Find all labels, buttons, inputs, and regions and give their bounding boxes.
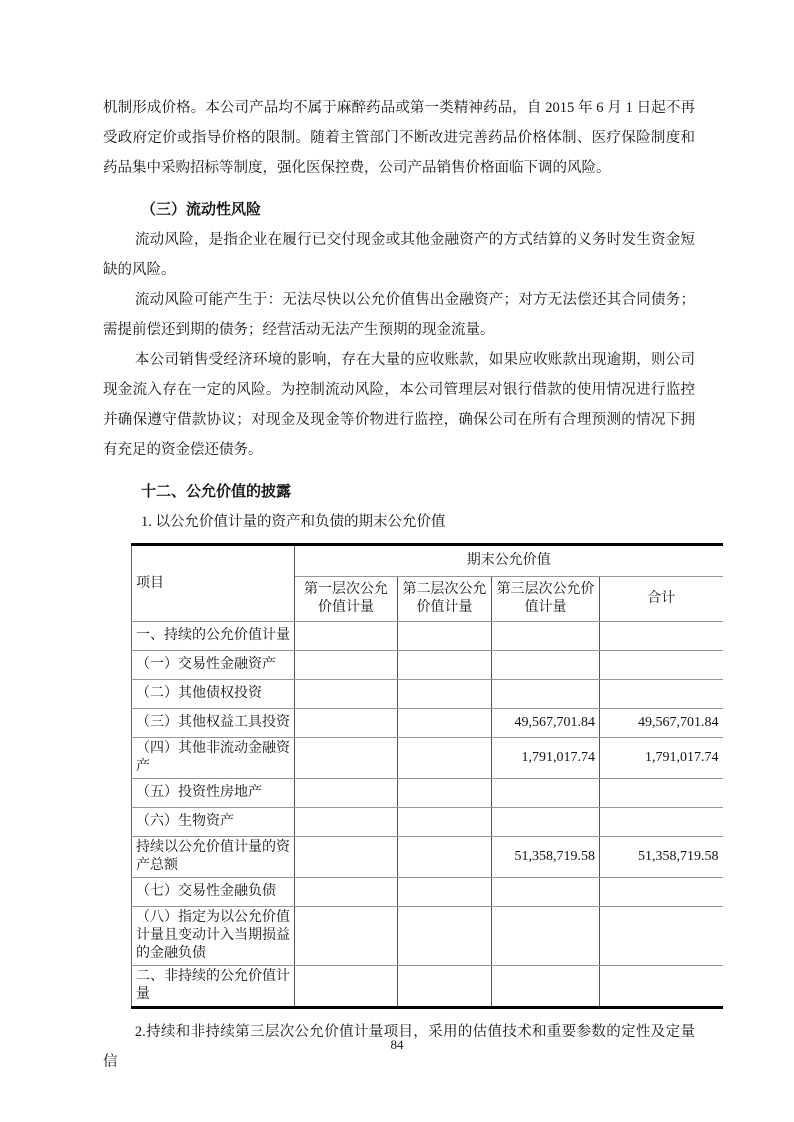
level2-value-cell [398,878,492,907]
item-label-cell: （四）其他非流动金融资产 [132,738,295,779]
table-row [132,907,723,966]
col-header-total: 合计 [600,577,723,622]
level1-value-cell [295,837,398,878]
level2-value-cell [398,738,492,779]
col-header-group-period-end-fair-value: 期末公允价值 [295,545,723,577]
item-label-cell: 持续以公允价值计量的资产总额 [132,837,295,878]
level3-value-cell [492,878,600,907]
level1-value-cell [295,966,398,1008]
section-heading-liquidity-risk: （三）流动性风险 [141,202,262,218]
col-header-level2: 第二层次公允价值计量 [398,577,492,622]
paragraph-liquidity-control: 本公司销售受经济环境的影响，存在大量的应收账款，如果应收账款出现逾期，则公司现金流入存在一定的风险。为控制流动风险，本公司管理层对银行借款的使用情况进行监控并确保遵守借款协议；对现金及现金等价物进行监控，确保公司在所有合理预测的情况下拥有充足的资金偿还债务。 [103,352,695,458]
table-header-row-1 [132,545,723,577]
item-label-cell: （七）交易性金融负债 [132,878,295,907]
level1-value-cell [295,808,398,837]
table-row [132,878,723,907]
level1-value-cell [295,622,398,651]
paragraph-note-2: 2.持续和非持续第三层次公允价值计量项目，采用的估值技术和重要参数的定性及定量信 [103,1024,695,1070]
fair-value-table [131,543,723,1009]
level2-value-cell [398,837,492,878]
total-value-cell [600,878,723,907]
level3-value-cell: 1,791,017.74 [492,738,600,779]
page-content [103,93,719,1077]
level1-value-cell [295,651,398,680]
page-number: 84 [390,1037,404,1052]
paragraph-price-risk: 机制形成价格。本公司产品均不属于麻醉药品或第一类精神药品，自 2015 年 6 月 1 日起不再受政府定价或指导价格的限制。随着主管部门不断改进完善药品价格体制、医疗保险制度和药品集中采购招标等制度，强化医保控费，公司产品销售价格面临下调的风险。 [103,100,695,176]
level3-value-cell: 49,567,701.84 [492,709,600,738]
level1-value-cell [295,680,398,709]
table-row [132,622,723,651]
level3-value-cell [492,808,600,837]
total-value-cell: 51,358,719.58 [600,837,723,878]
level1-value-cell [295,907,398,966]
item-label-cell: （八）指定为以公允价值计量且变动计入当期损益的金融负债 [132,907,295,966]
level2-value-cell [398,907,492,966]
item-label-cell: （六）生物资产 [132,808,295,837]
paragraph-liquidity-sources: 流动风险可能产生于：无法尽快以公允价值售出金融资产；对方无法偿还其合同债务；需提前偿还到期的债务；经营活动无法产生预期的现金流量。 [103,292,695,338]
level2-value-cell [398,966,492,1008]
table-row [132,779,723,808]
table-row [132,837,723,878]
level3-value-cell [492,651,600,680]
table-row [132,738,723,779]
section-heading-fair-value-disclosure: 十二、公允价值的披露 [141,484,292,500]
level2-value-cell [398,651,492,680]
level3-value-cell [492,779,600,808]
level1-value-cell [295,738,398,779]
level1-value-cell [295,878,398,907]
level3-value-cell [492,966,600,1008]
list-item-fair-value-1: 1. 以公允价值计量的资产和负债的期末公允价值 [141,514,446,530]
item-label-cell: （五）投资性房地产 [132,779,295,808]
table-row [132,808,723,837]
item-label-cell: （三）其他权益工具投资 [132,709,295,738]
col-header-item: 项目 [132,545,295,622]
level3-value-cell [492,622,600,651]
total-value-cell [600,680,723,709]
total-value-cell [600,907,723,966]
level2-value-cell [398,808,492,837]
level1-value-cell [295,709,398,738]
total-value-cell [600,808,723,837]
item-label-cell: （一）交易性金融资产 [132,651,295,680]
level1-value-cell [295,779,398,808]
level3-value-cell: 51,358,719.58 [492,837,600,878]
col-header-level3: 第三层次公允价值计量 [492,577,600,622]
item-label-cell: （二）其他债权投资 [132,680,295,709]
total-value-cell [600,966,723,1008]
table-row [132,966,723,1008]
total-value-cell: 1,791,017.74 [600,738,723,779]
item-label-cell: 一、持续的公允价值计量 [132,622,295,651]
table-row [132,680,723,709]
total-value-cell [600,779,723,808]
table-row [132,651,723,680]
col-header-level1: 第一层次公允价值计量 [295,577,398,622]
total-value-cell: 49,567,701.84 [600,709,723,738]
total-value-cell [600,622,723,651]
level2-value-cell [398,709,492,738]
table-row [132,709,723,738]
level3-value-cell [492,680,600,709]
level3-value-cell [492,907,600,966]
paragraph-liquidity-definition: 流动风险，是指企业在履行已交付现金或其他金融资产的方式结算的义务时发生资金短缺的风险。 [103,232,695,278]
level2-value-cell [398,622,492,651]
level2-value-cell [398,680,492,709]
level2-value-cell [398,779,492,808]
item-label-cell: 二、非持续的公允价值计量 [132,966,295,1008]
total-value-cell [600,651,723,680]
